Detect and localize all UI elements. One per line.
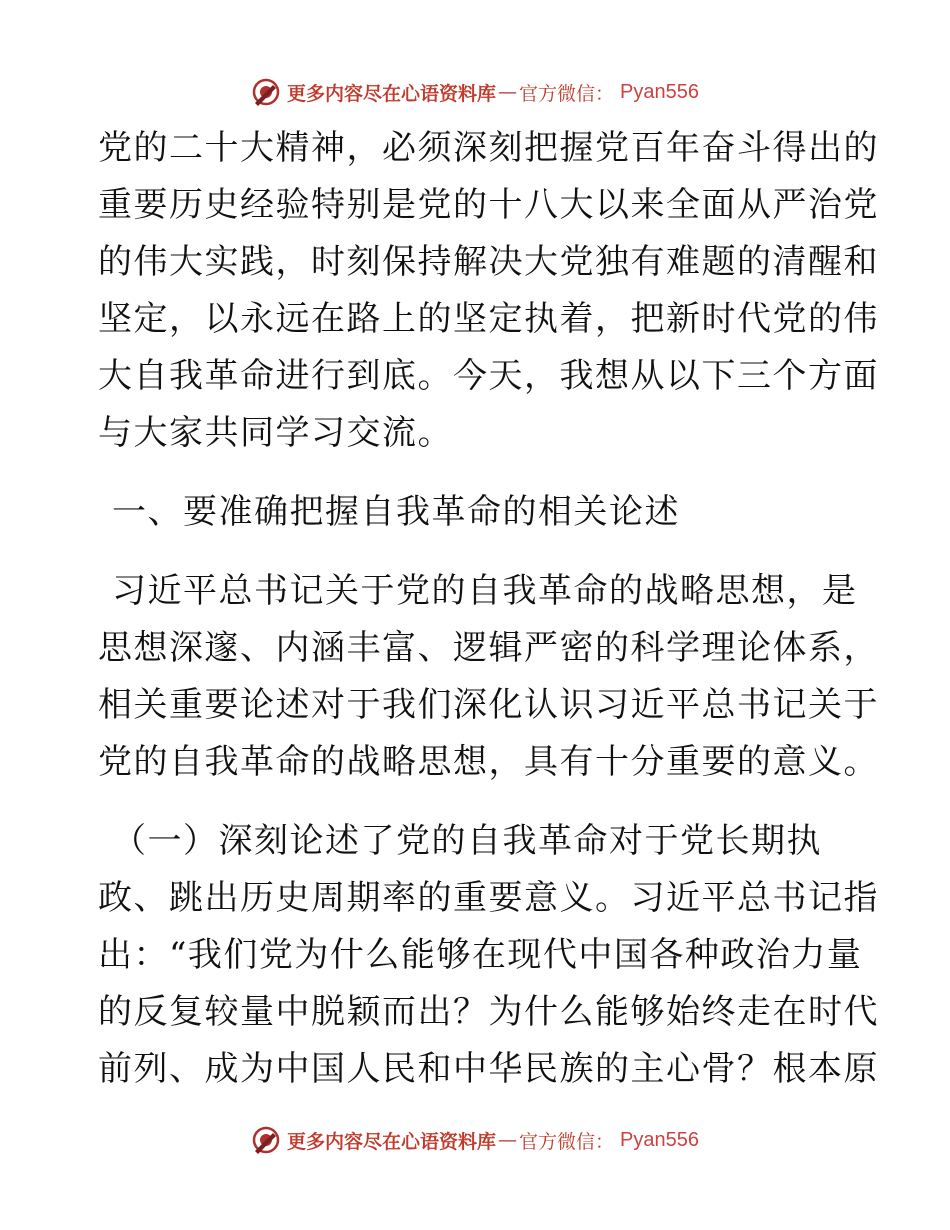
text-line: 出：“我们党为什么能够在现代中国各种政治力量 <box>98 935 863 975</box>
banner-separator: — <box>498 1129 518 1151</box>
text-line: 相关重要论述对于我们深化认识习近平总书记关于 <box>98 685 879 725</box>
banner-separator: — <box>498 81 518 103</box>
banner-brand-text: 更多内容尽在心语资料库 <box>287 82 497 105</box>
text-line: （一）深刻论述了党的自我革命对于党长期执 <box>112 821 822 861</box>
text-line: 前列、成为中国人民和中华民族的主心骨？根本原 <box>98 1049 879 1089</box>
text-line: 重要历史经验特别是党的十八大以来全面从严治党 <box>98 185 879 225</box>
document-body <box>98 120 879 1098</box>
banner-wechat-id: Pyan556 <box>620 1128 699 1151</box>
text-line: 的伟大实践，时刻保持解决大党独有难题的清醒和 <box>98 242 879 282</box>
text-line: 大自我革命进行到底。今天，我想从以下三个方面 <box>98 356 879 396</box>
text-line: 政、跳出历史周期率的重要意义。习近平总书记指 <box>98 878 879 918</box>
text-line: 坚定，以永远在路上的坚定执着，把新时代党的伟 <box>98 299 879 339</box>
heading-line: 一、要准确把握自我革命的相关论述 <box>112 492 680 532</box>
text-line: 与大家共同学习交流。 <box>98 413 453 453</box>
pen-logo-icon <box>251 77 281 107</box>
paragraph-subsection-one <box>98 813 879 1098</box>
pen-logo-icon <box>251 1125 281 1155</box>
text-line: 的反复较量中脱颖而出？为什么能够始终走在时代 <box>98 992 879 1032</box>
footer-watermark-banner <box>0 1120 950 1160</box>
banner-official-label: 官方微信： <box>519 82 615 105</box>
text-line: 习近平总书记关于党的自我革命的战略思想，是 <box>112 571 858 611</box>
section-heading <box>98 484 858 541</box>
text-line: 思想深邃、内涵丰富、逻辑严密的科学理论体系， <box>98 628 879 668</box>
paragraph-intro <box>98 120 879 462</box>
text-line: 党的自我革命的战略思想，具有十分重要的意义。 <box>98 742 879 782</box>
banner-wechat-id: Pyan556 <box>620 80 699 103</box>
header-watermark-banner <box>0 72 950 112</box>
banner-brand-text: 更多内容尽在心语资料库 <box>287 1130 497 1153</box>
paragraph-strategic-thought <box>98 563 879 791</box>
text-line: 党的二十大精神，必须深刻把握党百年奋斗得出的 <box>98 128 879 168</box>
banner-official-label: 官方微信： <box>519 1130 615 1153</box>
